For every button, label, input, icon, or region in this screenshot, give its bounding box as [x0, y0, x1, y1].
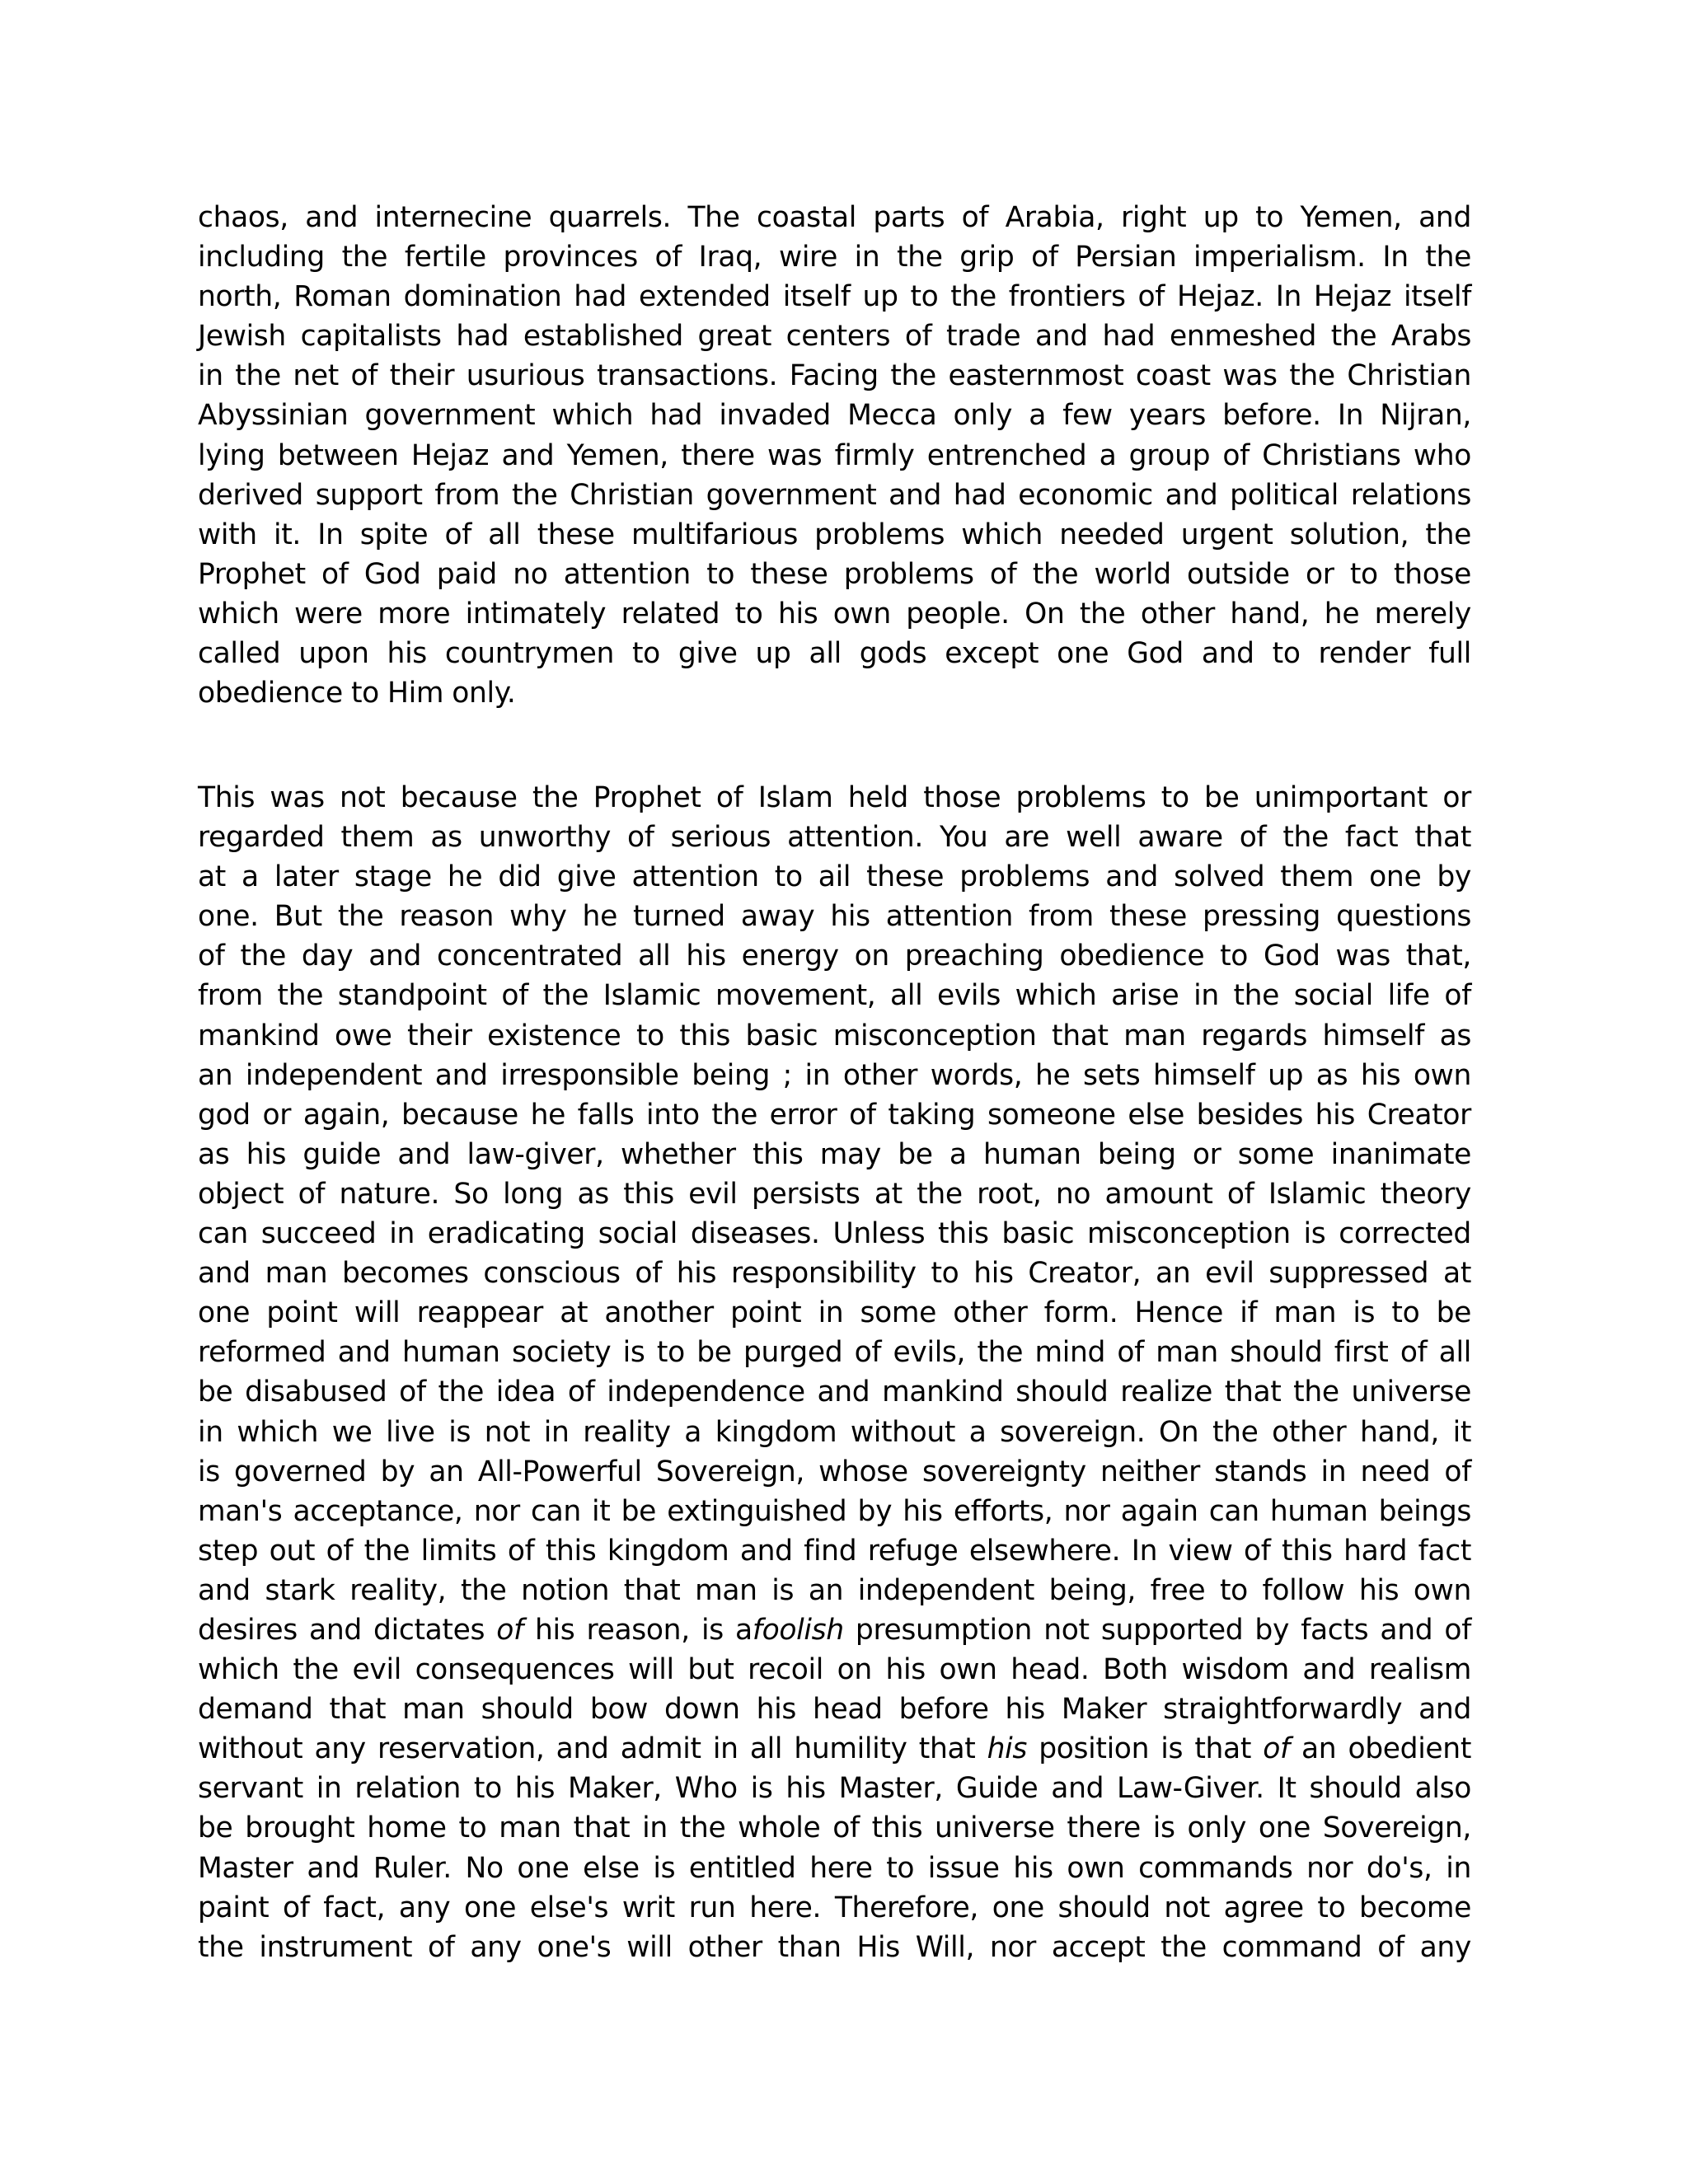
text-line: lying between Hejaz and Yemen, there was firmly entrenched a group of Christians who: [198, 438, 1471, 472]
text-line: demand that man should bow down his head before his Maker straightforwardly and: [198, 1693, 1471, 1727]
text-line: obedience to Him only.: [198, 677, 516, 710]
text-line: which were more intimately related to his own people. On the other hand, he merely: [198, 597, 1471, 630]
text-segment: without any reservation, and admit in all humility that: [198, 1732, 987, 1766]
text-line: be disabused of the idea of independence and mankind should realize that the universe: [198, 1376, 1471, 1409]
italic-text: foolish: [752, 1613, 844, 1647]
text-line: can succeed in eradicating social diseases. Unless this basic misconception is corrected: [198, 1217, 1471, 1251]
italic-text: of: [1263, 1732, 1290, 1766]
text-line: step out of the limits of this kingdom and find refuge elsewhere. In view of this hard fact: [198, 1534, 1471, 1568]
text-line: be brought home to man that in the whole of this universe there is only one Sovereign,: [198, 1811, 1471, 1845]
text-line: Abyssinian government which had invaded Mecca only a few years before. In Nijran,: [198, 399, 1471, 433]
text-line: including the fertile provinces of Iraq, wire in the grip of Persian imperialism. In the: [198, 241, 1471, 274]
text-line: Jewish capitalists had established great centers of trade and had enmeshed the Arabs: [198, 320, 1471, 354]
text-line: object of nature. So long as this evil persists at the root, no amount of Islamic theory: [198, 1177, 1471, 1211]
text-segment: presumption not supported by facts and of: [843, 1613, 1471, 1647]
text-line: [198, 1610, 1471, 1650]
text-line: is governed by an All-Powerful Sovereign, whose sovereignty neither stands in need of: [198, 1455, 1471, 1488]
text-line: called upon his countrymen to give up all gods except one God and to render full: [198, 637, 1471, 671]
text-line: north, Roman domination had extended itself up to the frontiers of Hejaz. In Hejaz itself: [198, 280, 1471, 314]
text-line: with it. In spite of all these multifarious problems which needed urgent solution, the: [198, 518, 1471, 551]
text-line: servant in relation to his Maker, Who is his Master, Guide and Law-Giver. It should also: [198, 1772, 1471, 1806]
text-line: in the net of their usurious transactions. Facing the easternmost coast was the Christian: [198, 359, 1471, 393]
text-line: at a later stage he did give attention to ail these problems and solved them one by: [198, 860, 1471, 894]
text-line: the instrument of any one's will other than His Will, nor accept the command of any: [198, 1930, 1471, 1964]
text-line: chaos, and internecine quarrels. The coastal parts of Arabia, right up to Yemen, and: [198, 201, 1471, 234]
italic-text: of: [496, 1613, 523, 1647]
text-line: one point will reappear at another point in some other form. Hence if man is to be: [198, 1296, 1471, 1330]
text-line: god or again, because he falls into the error of taking someone else besides his Creator: [198, 1098, 1471, 1132]
text-line: derived support from the Christian government and had economic and political relations: [198, 478, 1471, 512]
paragraph-2: [198, 778, 1471, 1967]
text-line: Prophet of God paid no attention to these problems of the world outside or to those: [198, 557, 1471, 591]
text-line: man's acceptance, nor can it be extinguished by his efforts, nor again can human beings: [198, 1494, 1471, 1528]
text-segment: an obedient: [1289, 1732, 1472, 1766]
text-line: as his guide and law-giver, whether this may be a human being or some inanimate: [198, 1137, 1471, 1171]
text-line: This was not because the Prophet of Islam held those problems to be unimportant or: [198, 781, 1471, 814]
text-segment: his reason, is a: [523, 1613, 753, 1647]
text-segment: position is that: [1027, 1732, 1264, 1766]
text-line: [198, 1729, 1471, 1769]
text-line: one. But the reason why he turned away his attention from these pressing questions: [198, 900, 1471, 934]
text-line: in which we live is not in reality a kingdom without a sovereign. On the other hand, it: [198, 1415, 1471, 1449]
text-line: paint of fact, any one else's writ run here. Therefore, one should not agree to become: [198, 1891, 1471, 1924]
text-line: and man becomes conscious of his responsibility to his Creator, an evil suppressed at: [198, 1257, 1471, 1291]
text-line: Master and Ruler. No one else is entitled here to issue his own commands nor do's, in: [198, 1851, 1471, 1885]
text-line: reformed and human society is to be purged of evils, the mind of man should first of all: [198, 1336, 1471, 1370]
paragraph-1: [198, 198, 1471, 713]
text-line: regarded them as unworthy of serious attention. You are well aware of the fact that: [198, 821, 1471, 855]
text-line: and stark reality, the notion that man is an independent being, free to follow his own: [198, 1573, 1471, 1607]
italic-text: his: [987, 1732, 1028, 1766]
text-line: an independent and irresponsible being ; in other words, he sets himself up as his own: [198, 1058, 1471, 1092]
text-line: which the evil consequences will but recoil on his own head. Both wisdom and realism: [198, 1653, 1471, 1687]
text-segment: desires and dictates: [198, 1613, 497, 1647]
text-line: mankind owe their existence to this basic misconception that man regards himself as: [198, 1019, 1471, 1052]
text-line: from the standpoint of the Islamic movement, all evils which arise in the social life of: [198, 979, 1471, 1013]
text-line: of the day and concentrated all his energy on preaching obedience to God was that,: [198, 940, 1471, 973]
